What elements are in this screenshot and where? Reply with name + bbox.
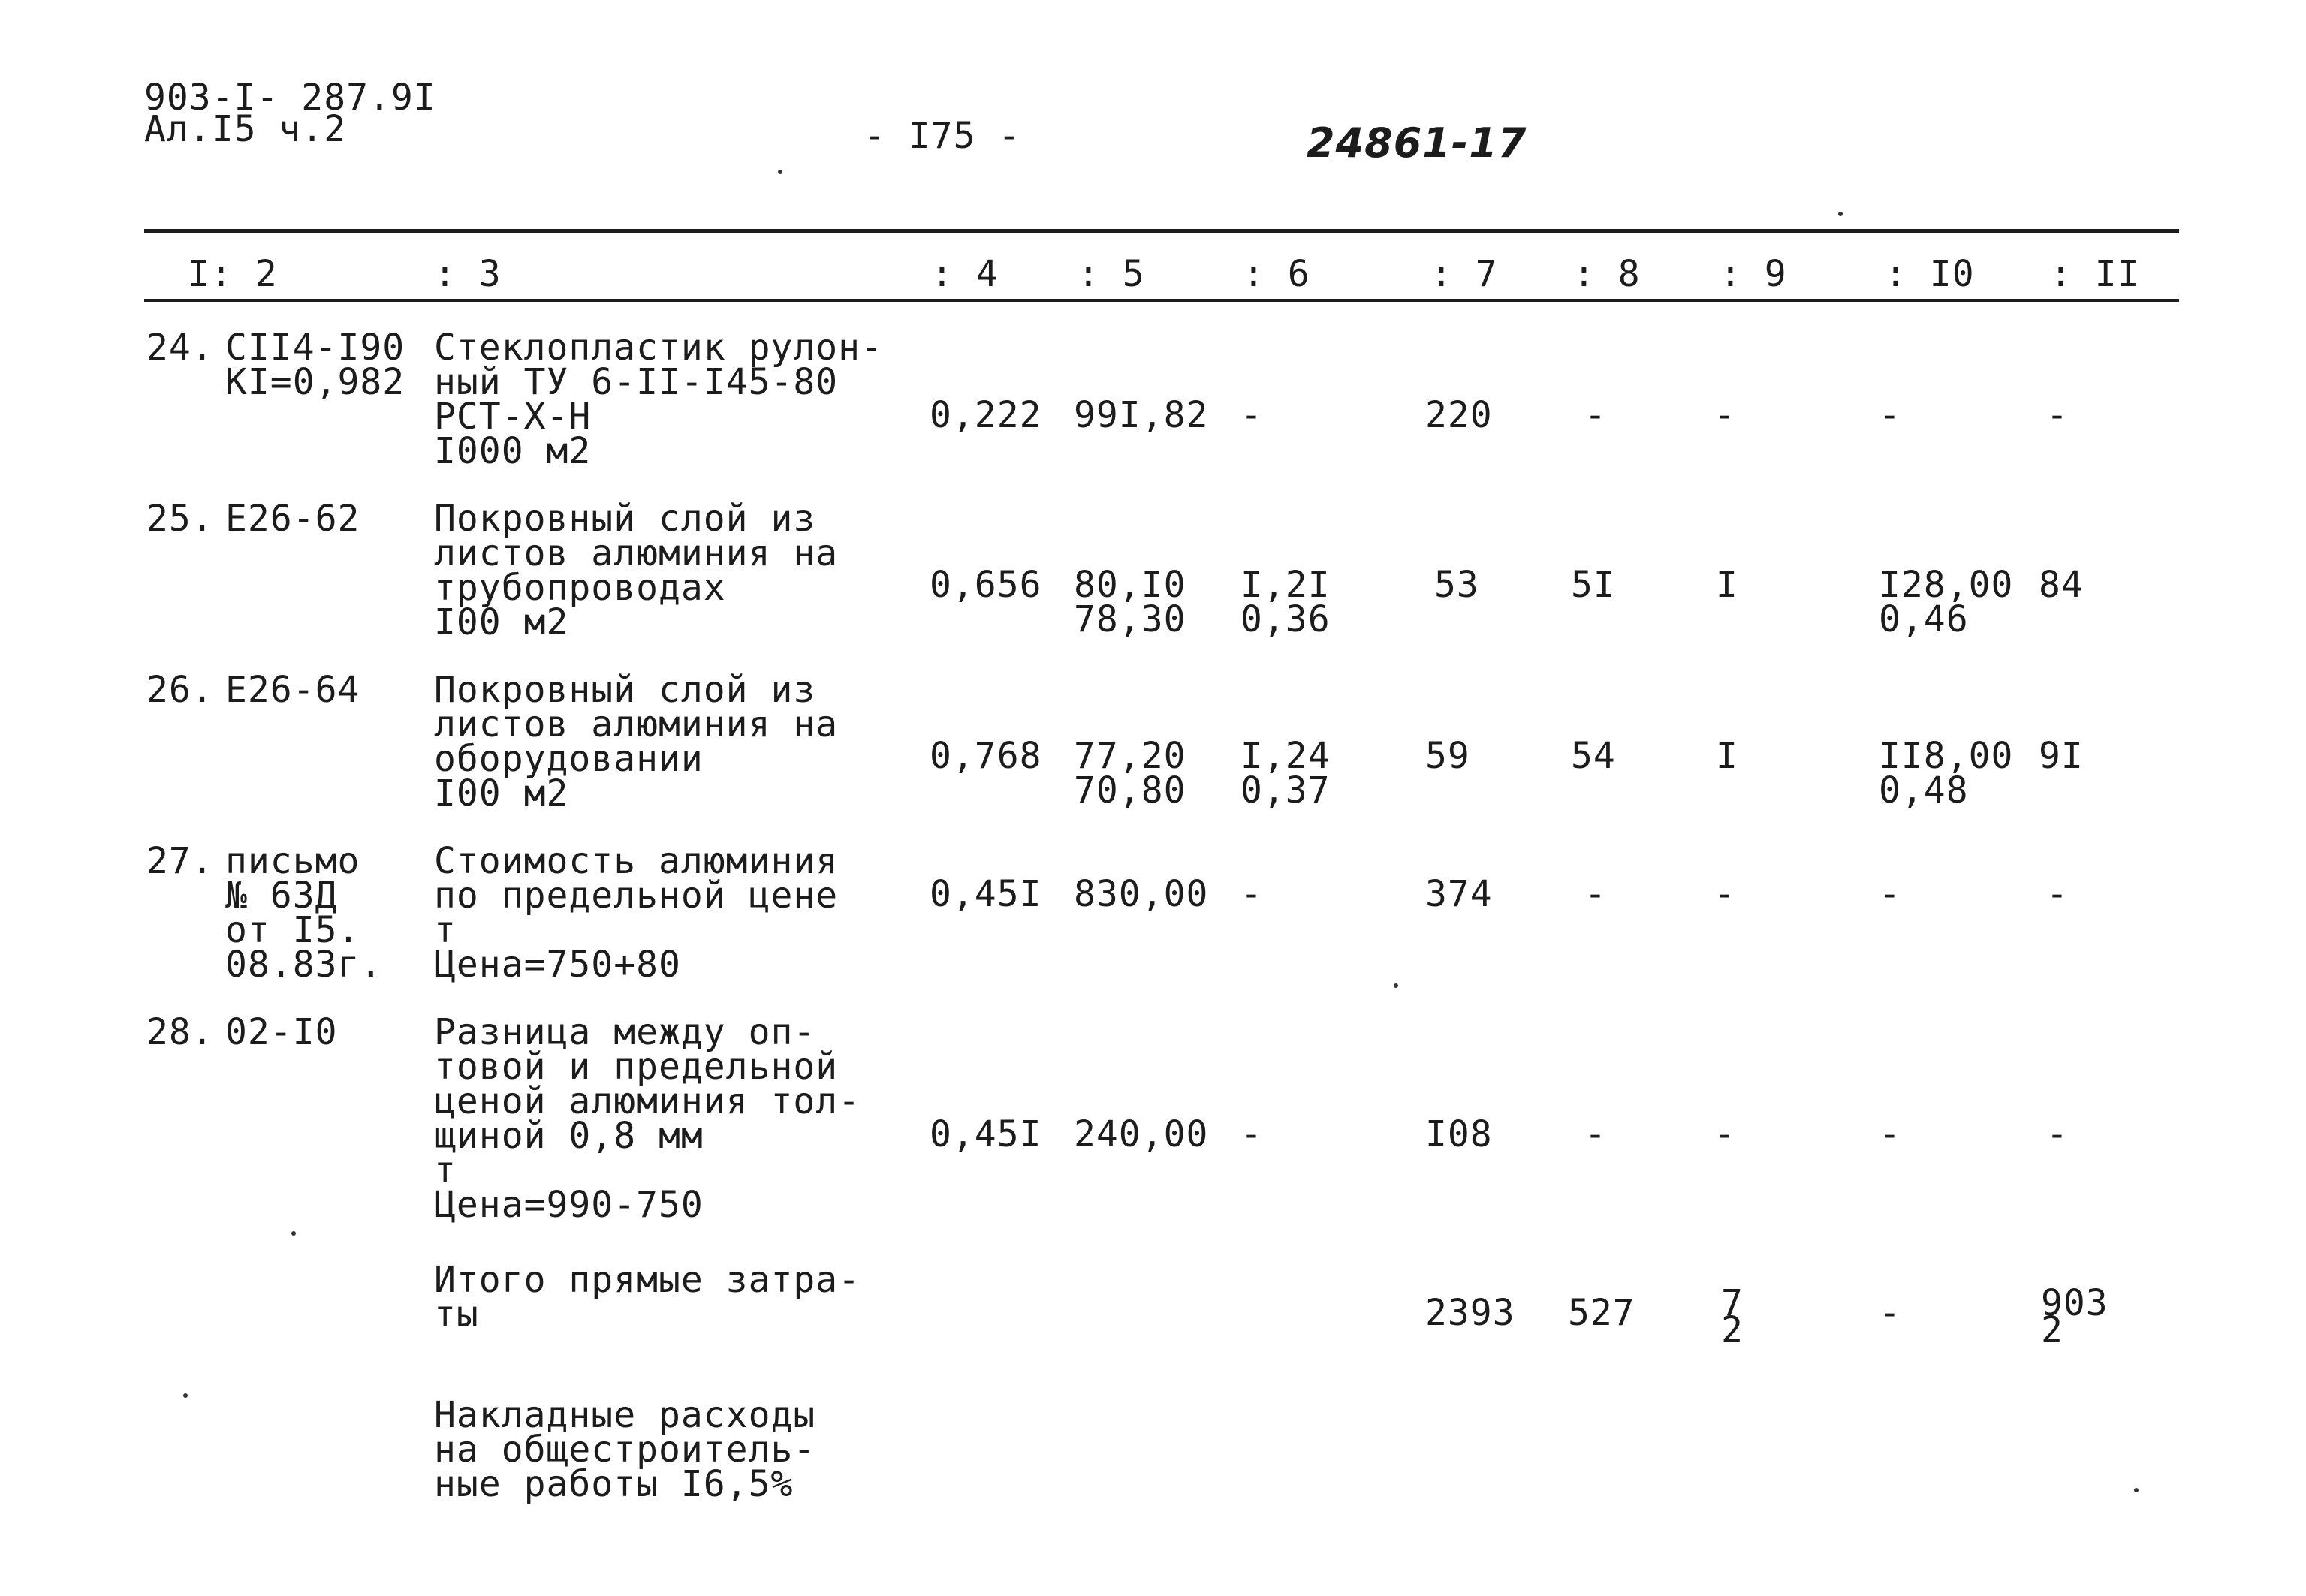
row-number: 26. bbox=[146, 669, 214, 711]
column-header-10: : I0 bbox=[1885, 253, 1975, 295]
machine-cost: I,24 0,37 bbox=[1240, 735, 1331, 812]
rate-code: CII4-I90 KI=0,982 bbox=[225, 327, 405, 403]
scan-speck bbox=[1394, 983, 1398, 988]
labor-hours: - bbox=[1879, 873, 1901, 915]
column-header-8: : 8 bbox=[1573, 253, 1641, 295]
labor-cost: - bbox=[1584, 394, 1607, 436]
scan-speck bbox=[291, 1231, 296, 1236]
unit-cost: 80,I0 78,30 bbox=[1074, 564, 1186, 640]
rate-code: 02-I0 bbox=[225, 1011, 338, 1053]
total-labor-cost: 527 bbox=[1568, 1292, 1635, 1334]
labor-cost: 54 bbox=[1571, 735, 1616, 777]
column-header-7: : 7 bbox=[1430, 253, 1498, 295]
labor-hours-total: - bbox=[2046, 1113, 2069, 1155]
column-header-5: : 5 bbox=[1078, 253, 1145, 295]
item-description: Разница между оп- товой и предельной ценой алюминия тол- щиной 0,8 мм т Цена=990-750 bbox=[434, 1011, 861, 1226]
unit-cost: 77,20 70,80 bbox=[1074, 735, 1186, 812]
column-header-9: : 9 bbox=[1720, 253, 1787, 295]
labor-hours: I28,00 0,46 bbox=[1879, 564, 2014, 640]
page-number: - I75 - bbox=[864, 115, 1021, 157]
quantity: 0,45I bbox=[930, 873, 1042, 915]
labor-hours-total: - bbox=[2046, 873, 2069, 915]
scan-speck bbox=[778, 170, 782, 174]
total-cost: 220 bbox=[1425, 394, 1493, 436]
labor-hours-total: 9I bbox=[2039, 735, 2084, 777]
column-header-11: : II bbox=[2050, 253, 2140, 295]
total-labor-hours-total: 903 2 bbox=[2041, 1282, 2109, 1351]
machine-cost: - bbox=[1240, 873, 1263, 915]
machine-total: I bbox=[1716, 735, 1738, 777]
document-code: 903-I- 287.9I bbox=[144, 77, 436, 119]
rate-code: E26-64 bbox=[225, 669, 360, 711]
labor-hours-total: 84 bbox=[2039, 564, 2084, 606]
labor-hours-total: - bbox=[2046, 394, 2069, 436]
labor-hours: - bbox=[1879, 394, 1901, 436]
column-header-3: : 3 bbox=[434, 253, 502, 295]
total-cost: I08 bbox=[1425, 1113, 1493, 1155]
overhead-label: Накладные расходы на общестроитель- ные работы I6,5% bbox=[434, 1394, 816, 1505]
quantity: 0,656 bbox=[930, 564, 1042, 606]
total-labor-hours: - bbox=[1879, 1292, 1901, 1334]
scan-speck bbox=[2134, 1488, 2139, 1492]
item-description: Стеклопластик рулон- ный ТУ 6-II-I45-80 РСТ-Х-Н I000 м2 bbox=[434, 327, 883, 472]
row-number: 28. bbox=[146, 1011, 214, 1053]
total-cost: 374 bbox=[1425, 873, 1493, 915]
rate-code: E26-62 bbox=[225, 498, 360, 540]
total-machine: 7 2 bbox=[1721, 1282, 1744, 1351]
quantity: 0,45I bbox=[930, 1113, 1042, 1155]
row-number: 24. bbox=[146, 327, 214, 369]
scan-speck bbox=[183, 1393, 188, 1398]
machine-total: I bbox=[1716, 564, 1738, 606]
column-header-4: : 4 bbox=[931, 253, 999, 295]
total-cost: 53 bbox=[1434, 564, 1479, 606]
rate-code: письмо № 63Д от I5. 08.83г. bbox=[225, 840, 383, 986]
machine-cost: - bbox=[1240, 1113, 1263, 1155]
machine-total: - bbox=[1714, 394, 1736, 436]
row-number: 27. bbox=[146, 840, 214, 882]
item-description: Покровный слой из листов алюминия на оборудовании I00 м2 bbox=[434, 669, 839, 815]
labor-cost: 5I bbox=[1571, 564, 1616, 606]
quantity: 0,222 bbox=[930, 394, 1042, 436]
total-cost: 59 bbox=[1425, 735, 1470, 777]
total-label: Итого прямые затра- ты bbox=[434, 1259, 861, 1336]
labor-hours: II8,00 0,48 bbox=[1879, 735, 2014, 812]
labor-hours: - bbox=[1879, 1113, 1901, 1155]
table-header-rule bbox=[144, 299, 2179, 302]
unit-cost: 240,00 bbox=[1074, 1113, 1209, 1155]
machine-total: - bbox=[1714, 873, 1736, 915]
machine-cost: - bbox=[1240, 394, 1263, 436]
labor-cost: - bbox=[1584, 873, 1607, 915]
machine-cost: I,2I 0,36 bbox=[1240, 564, 1331, 640]
unit-cost: 99I,82 bbox=[1074, 394, 1209, 436]
album-reference: Ал.I5 ч.2 bbox=[144, 108, 347, 150]
column-header-6: : 6 bbox=[1243, 253, 1310, 295]
unit-cost: 830,00 bbox=[1074, 873, 1209, 915]
total-cost: 2393 bbox=[1425, 1292, 1515, 1334]
labor-cost: - bbox=[1584, 1113, 1607, 1155]
item-description: Покровный слой из листов алюминия на трубопроводах I00 м2 bbox=[434, 498, 839, 643]
quantity: 0,768 bbox=[930, 735, 1042, 777]
scan-speck bbox=[1838, 212, 1843, 216]
column-header-1-2: I: 2 bbox=[188, 253, 278, 295]
row-number: 25. bbox=[146, 498, 214, 540]
item-description: Стоимость алюминия по предельной цене т Цена=750+80 bbox=[434, 840, 839, 986]
handwritten-number: 24861-17 bbox=[1307, 119, 1527, 167]
machine-total: - bbox=[1714, 1113, 1736, 1155]
table-top-rule bbox=[144, 229, 2179, 233]
